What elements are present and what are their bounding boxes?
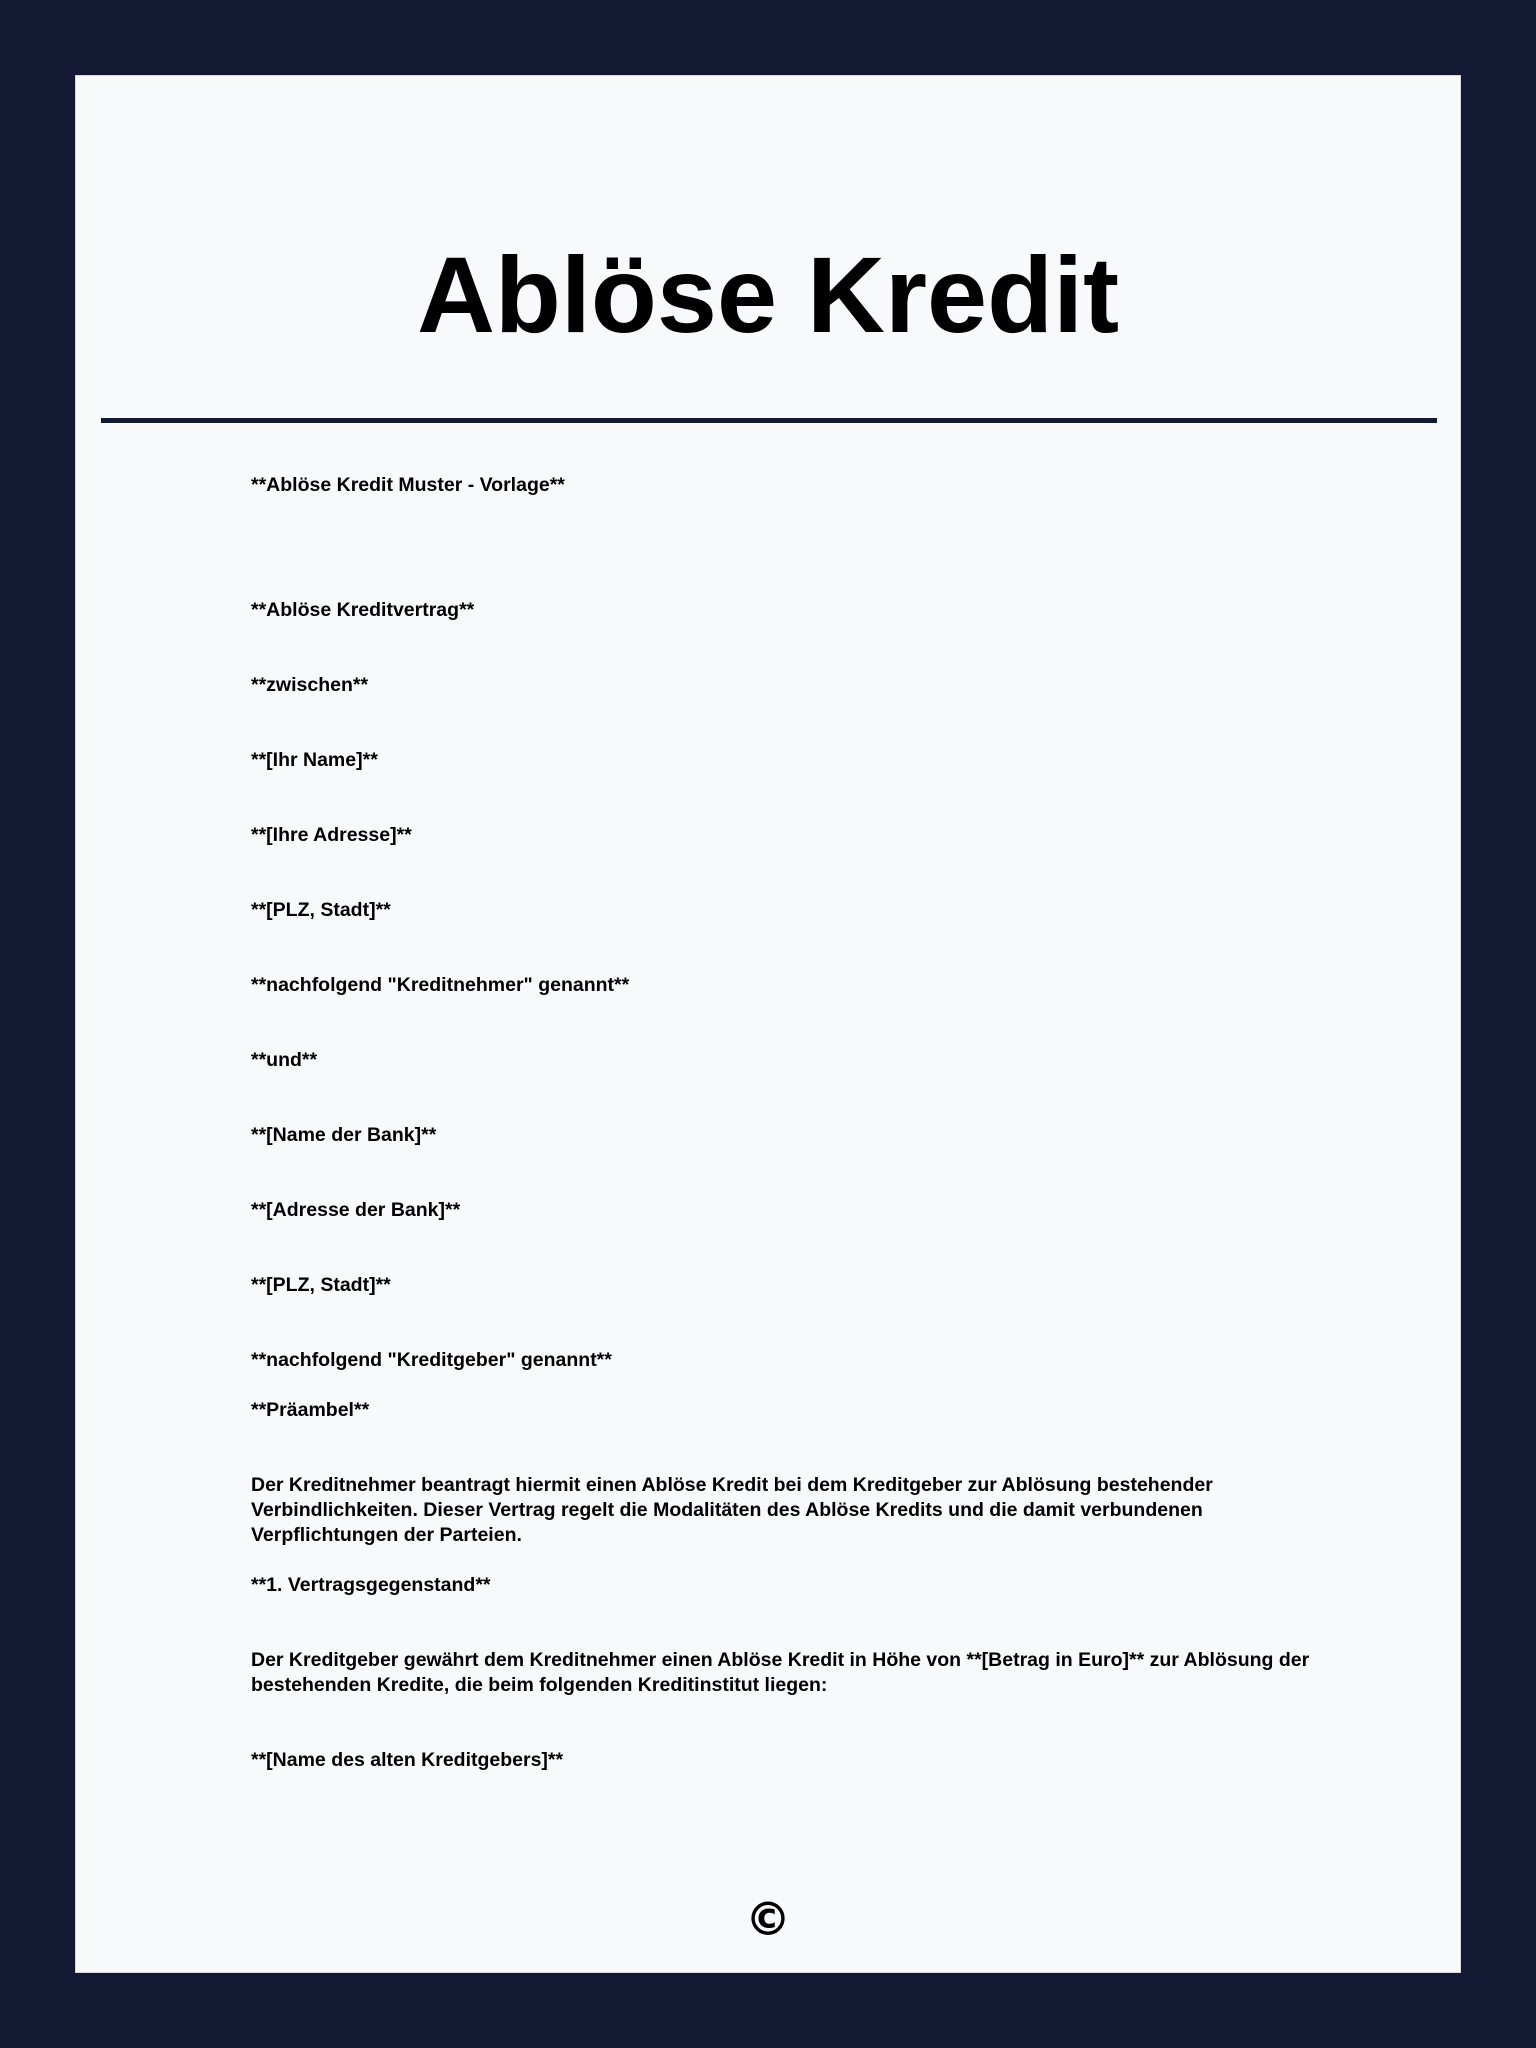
borrower-name-placeholder: **[Ihr Name]**: [251, 749, 378, 771]
contract-heading: **Ablöse Kreditvertrag**: [251, 599, 475, 621]
borrower-city-placeholder: **[PLZ, Stadt]**: [251, 899, 391, 921]
copyright-icon: ©: [745, 1892, 791, 1946]
old-lender-placeholder: **[Name des alten Kreditgebers]**: [251, 1749, 564, 1771]
preamble-paragraph: Der Kreditnehmer beantragt hiermit einen Ablöse Kredit bei dem Kreditgeber zur Ablösung bestehender Verbindlichkeiten. Dieser Vertrag regelt die Modalitäten des Ablöse Kredits und die damit verbundenen Verpflichtungen der Parteien.: [251, 1474, 1213, 1546]
borrower-address-placeholder: **[Ihre Adresse]**: [251, 824, 412, 846]
bank-city-placeholder: **[PLZ, Stadt]**: [251, 1274, 391, 1296]
document-title: Ablöse Kredit: [416, 234, 1120, 355]
bank-address-placeholder: **[Adresse der Bank]**: [251, 1199, 461, 1221]
between-label: **zwischen**: [251, 674, 369, 696]
document-page: [75, 75, 1461, 1973]
section-1-heading: **1. Vertragsgegenstand**: [251, 1574, 491, 1596]
borrower-designation: **nachfolgend "Kreditnehmer" genannt**: [251, 974, 630, 996]
lender-designation: **nachfolgend "Kreditgeber" genannt**: [251, 1349, 612, 1371]
and-label: **und**: [251, 1049, 318, 1071]
preamble-heading: **Präambel**: [251, 1399, 370, 1421]
bank-name-placeholder: **[Name der Bank]**: [251, 1124, 437, 1146]
title-divider: [101, 418, 1437, 423]
template-heading: **Ablöse Kredit Muster - Vorlage**: [251, 474, 565, 496]
section-1-paragraph: Der Kreditgeber gewährt dem Kreditnehmer einen Ablöse Kredit in Höhe von **[Betrag in Euro]** zur Ablösung der bestehenden Kredite, die beim folgenden Kreditinstitut liegen:: [251, 1649, 1310, 1696]
